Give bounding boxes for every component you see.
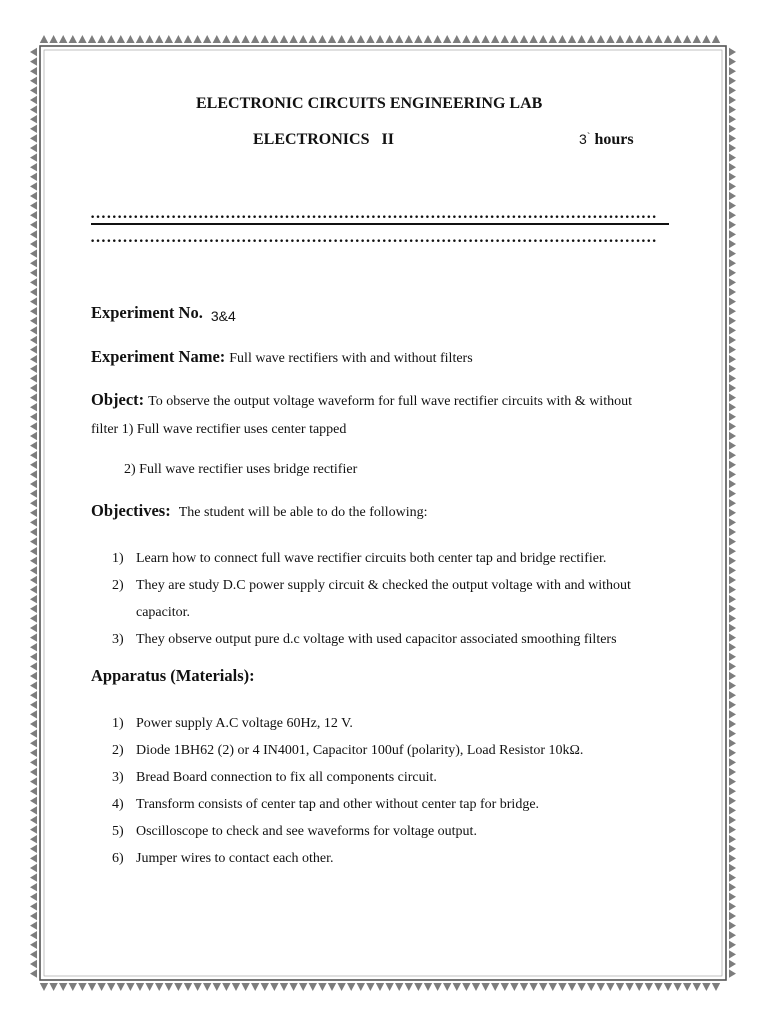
experiment-no-label: Experiment No. <box>91 303 203 322</box>
objectives <box>91 501 428 521</box>
duration <box>579 131 634 149</box>
apparatus-heading: Apparatus (Materials): <box>91 666 255 685</box>
experiment-no <box>91 303 236 324</box>
list-item-number: 4) <box>112 797 124 812</box>
list-item <box>100 710 583 737</box>
list-item-text-cont: capacitor. <box>136 605 191 620</box>
lab-title: ELECTRONIC CIRCUITS ENGINEERING LAB <box>196 95 543 112</box>
objectives-list <box>100 545 631 653</box>
list-item-number: 2) <box>112 578 124 593</box>
list-item <box>100 818 583 845</box>
list-item <box>100 737 583 764</box>
separator-rule <box>91 223 669 225</box>
object-line-2: filter 1) Full wave rectifier uses center tapped <box>91 422 347 437</box>
list-item-text: Jumper wires to contact each other. <box>136 851 334 866</box>
separator-dots-1: …………………………………………………………………………………………… <box>90 205 657 222</box>
object-line-1: To observe the output voltage waveform for full wave rectifier circuits with & without <box>148 394 632 409</box>
course-name: ELECTRONICS II <box>253 131 394 148</box>
list-item-text: Learn how to connect full wave rectifier circuits both center tap and bridge rectifier. <box>136 551 607 566</box>
list-item <box>100 545 631 572</box>
list-item-number: 1) <box>112 716 124 731</box>
objectives-intro: The student will be able to do the following: <box>178 505 428 520</box>
duration-unit: hours <box>594 131 634 148</box>
separator-dots-2: …………………………………………………………………………………………… <box>90 229 657 246</box>
object-line-3: 2) Full wave rectifier uses bridge rectifier <box>124 462 358 477</box>
list-item-text: Diode 1BH62 (2) or 4 IN4001, Capacitor 100uf (polarity), Load Resistor 10kΩ. <box>136 743 584 758</box>
list-item-number: 5) <box>112 824 124 839</box>
object-label: Object: <box>91 390 145 409</box>
apparatus-list <box>100 710 583 872</box>
list-item-number: 1) <box>112 551 124 566</box>
objectives-label: Objectives: <box>91 501 171 520</box>
duration-value: 3 <box>579 131 587 147</box>
list-item-number: 3) <box>112 770 124 785</box>
experiment-no-value: 3&4 <box>210 308 236 324</box>
duration-mark: ` <box>586 131 591 143</box>
list-item-text: They observe output pure d.c voltage with used capacitor associated smoothing filters <box>136 632 617 647</box>
list-item-number: 2) <box>112 743 124 758</box>
list-item-text: They are study D.C power supply circuit & checked the output voltage with and without <box>136 578 631 593</box>
list-item <box>100 845 583 872</box>
experiment-name <box>91 347 473 367</box>
list-item <box>100 572 631 626</box>
list-item <box>100 626 631 653</box>
object <box>91 390 632 410</box>
list-item-number: 6) <box>112 851 124 866</box>
list-item <box>100 764 583 791</box>
list-item-number: 3) <box>112 632 124 647</box>
list-item-text: Bread Board connection to fix all components circuit. <box>136 770 437 785</box>
list-item-text: Oscilloscope to check and see waveforms for voltage output. <box>136 824 477 839</box>
list-item-text: Power supply A.C voltage 60Hz, 12 V. <box>136 716 353 731</box>
experiment-name-value: Full wave rectifiers with and without filters <box>229 351 473 366</box>
list-item-text: Transform consists of center tap and other without center tap for bridge. <box>136 797 540 812</box>
experiment-name-label: Experiment Name: <box>91 347 226 366</box>
list-item <box>100 791 583 818</box>
